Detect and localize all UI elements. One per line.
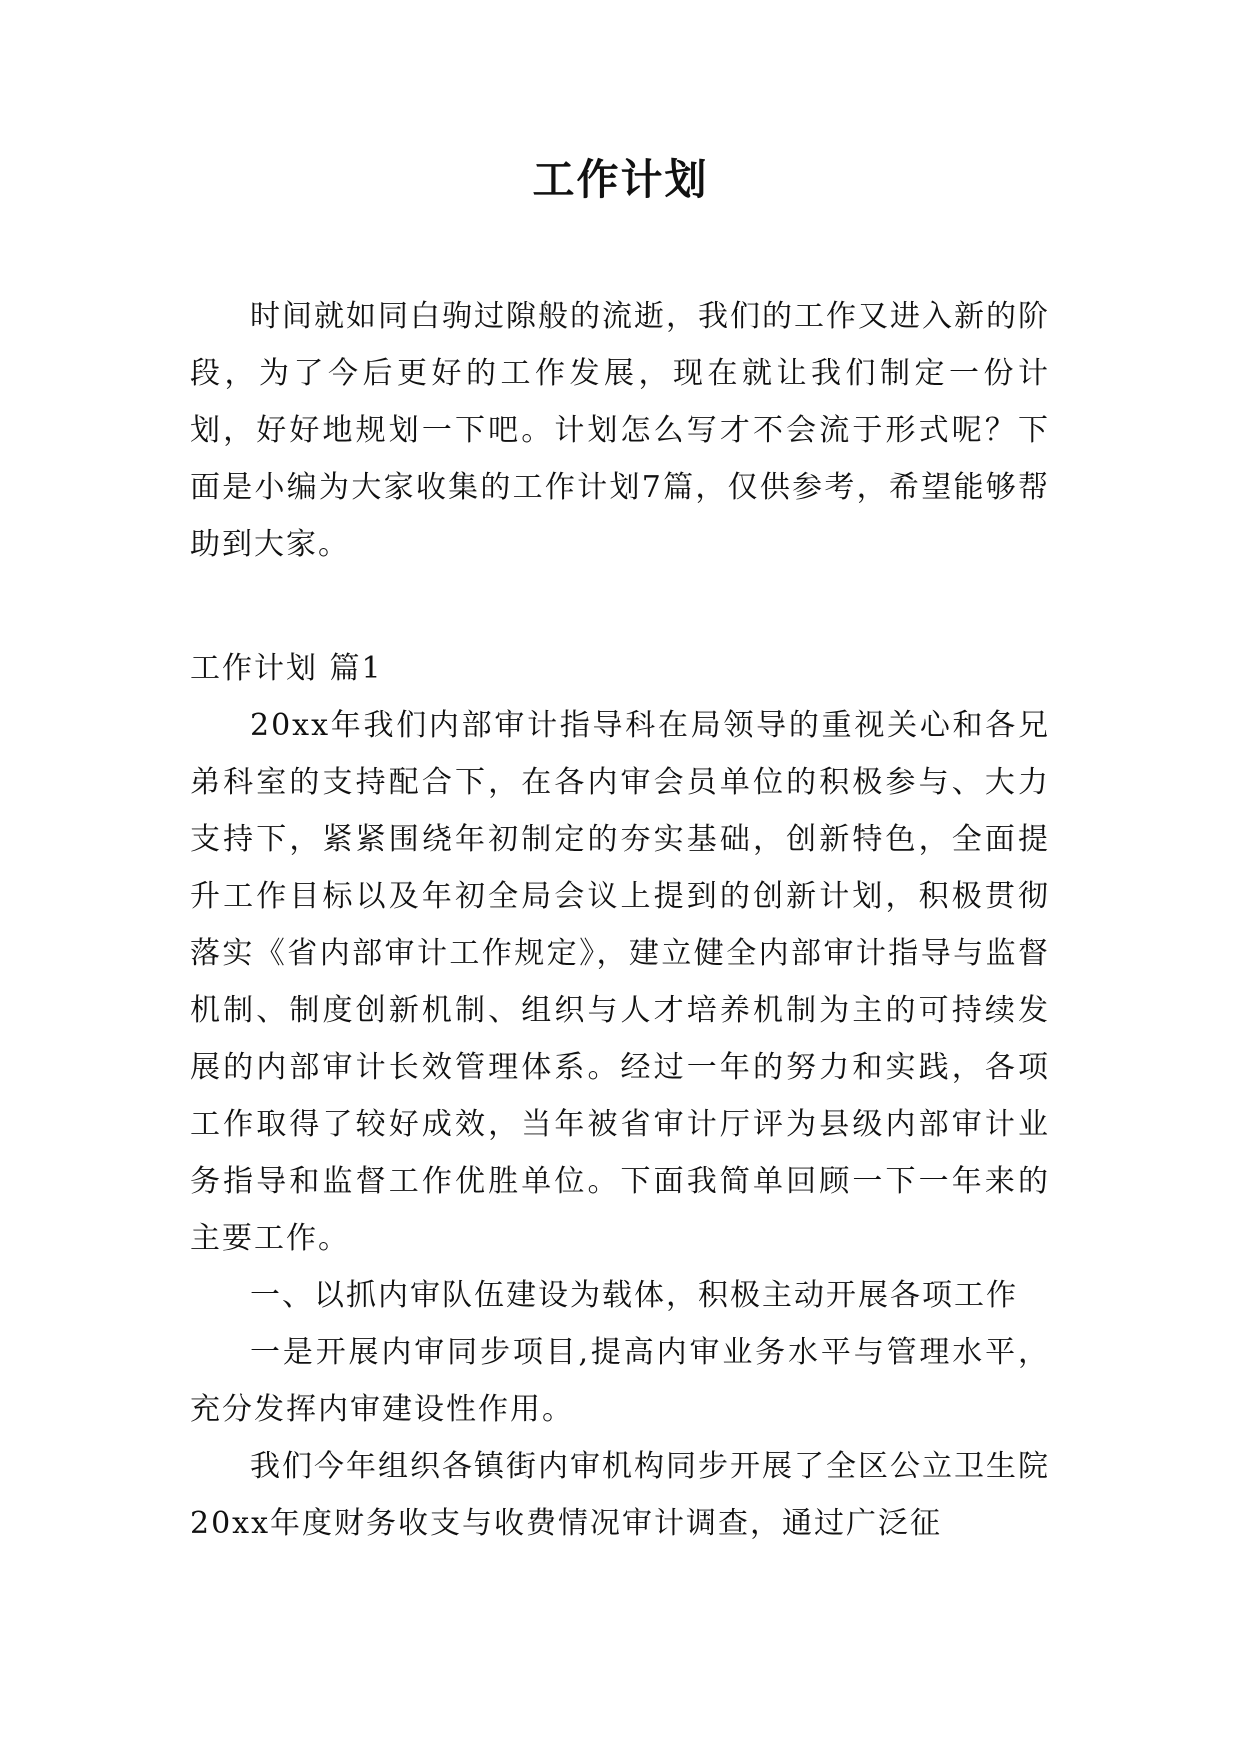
body-section	[190, 697, 1050, 1552]
body-paragraph: 一是开展内审同步项目,提高内审业务水平与管理水平，充分发挥内审建设性作用。	[190, 1335, 1050, 1427]
body-paragraph: 我们今年组织各镇街内审机构同步开展了全区公立卫生院20xx年度财务收支与收费情况审计调查，通过广泛征	[190, 1449, 1050, 1541]
body-paragraph: 20xx年我们内部审计指导科在局领导的重视关心和各兄弟科室的支持配合下，在各内审会员单位的积极参与、大力支持下，紧紧围绕年初制定的夯实基础，创新特色，全面提升工作目标以及年初全局会议上提到的创新计划，积极贯彻落实《省内部审计工作规定》，建立健全内部审计指导与监督机制、制度创新机制、组织与人才培养机制为主的可持续发展的内部审计长效管理体系。经过一年的努力和实践，各项工作取得了较好成效，当年被省审计厅评为县级内部审计业务指导和监督工作优胜单位。下面我简单回顾一下一年来的主要工作。	[190, 708, 1050, 1256]
intro-paragraph: 时间就如同白驹过隙般的流逝，我们的工作又进入新的阶段，为了今后更好的工作发展，现在就让我们制定一份计划，好好地规划一下吧。计划怎么写才不会流于形式呢？下面是小编为大家收集的工作计划7篇，仅供参考，希望能够帮助到大家。	[190, 299, 1050, 562]
document-title: 工作计划	[532, 155, 709, 204]
body-paragraph: 一、以抓内审队伍建设为载体，积极主动开展各项工作	[250, 1278, 1018, 1313]
intro-section	[190, 288, 1050, 573]
section-heading: 工作计划 篇1	[190, 651, 383, 686]
